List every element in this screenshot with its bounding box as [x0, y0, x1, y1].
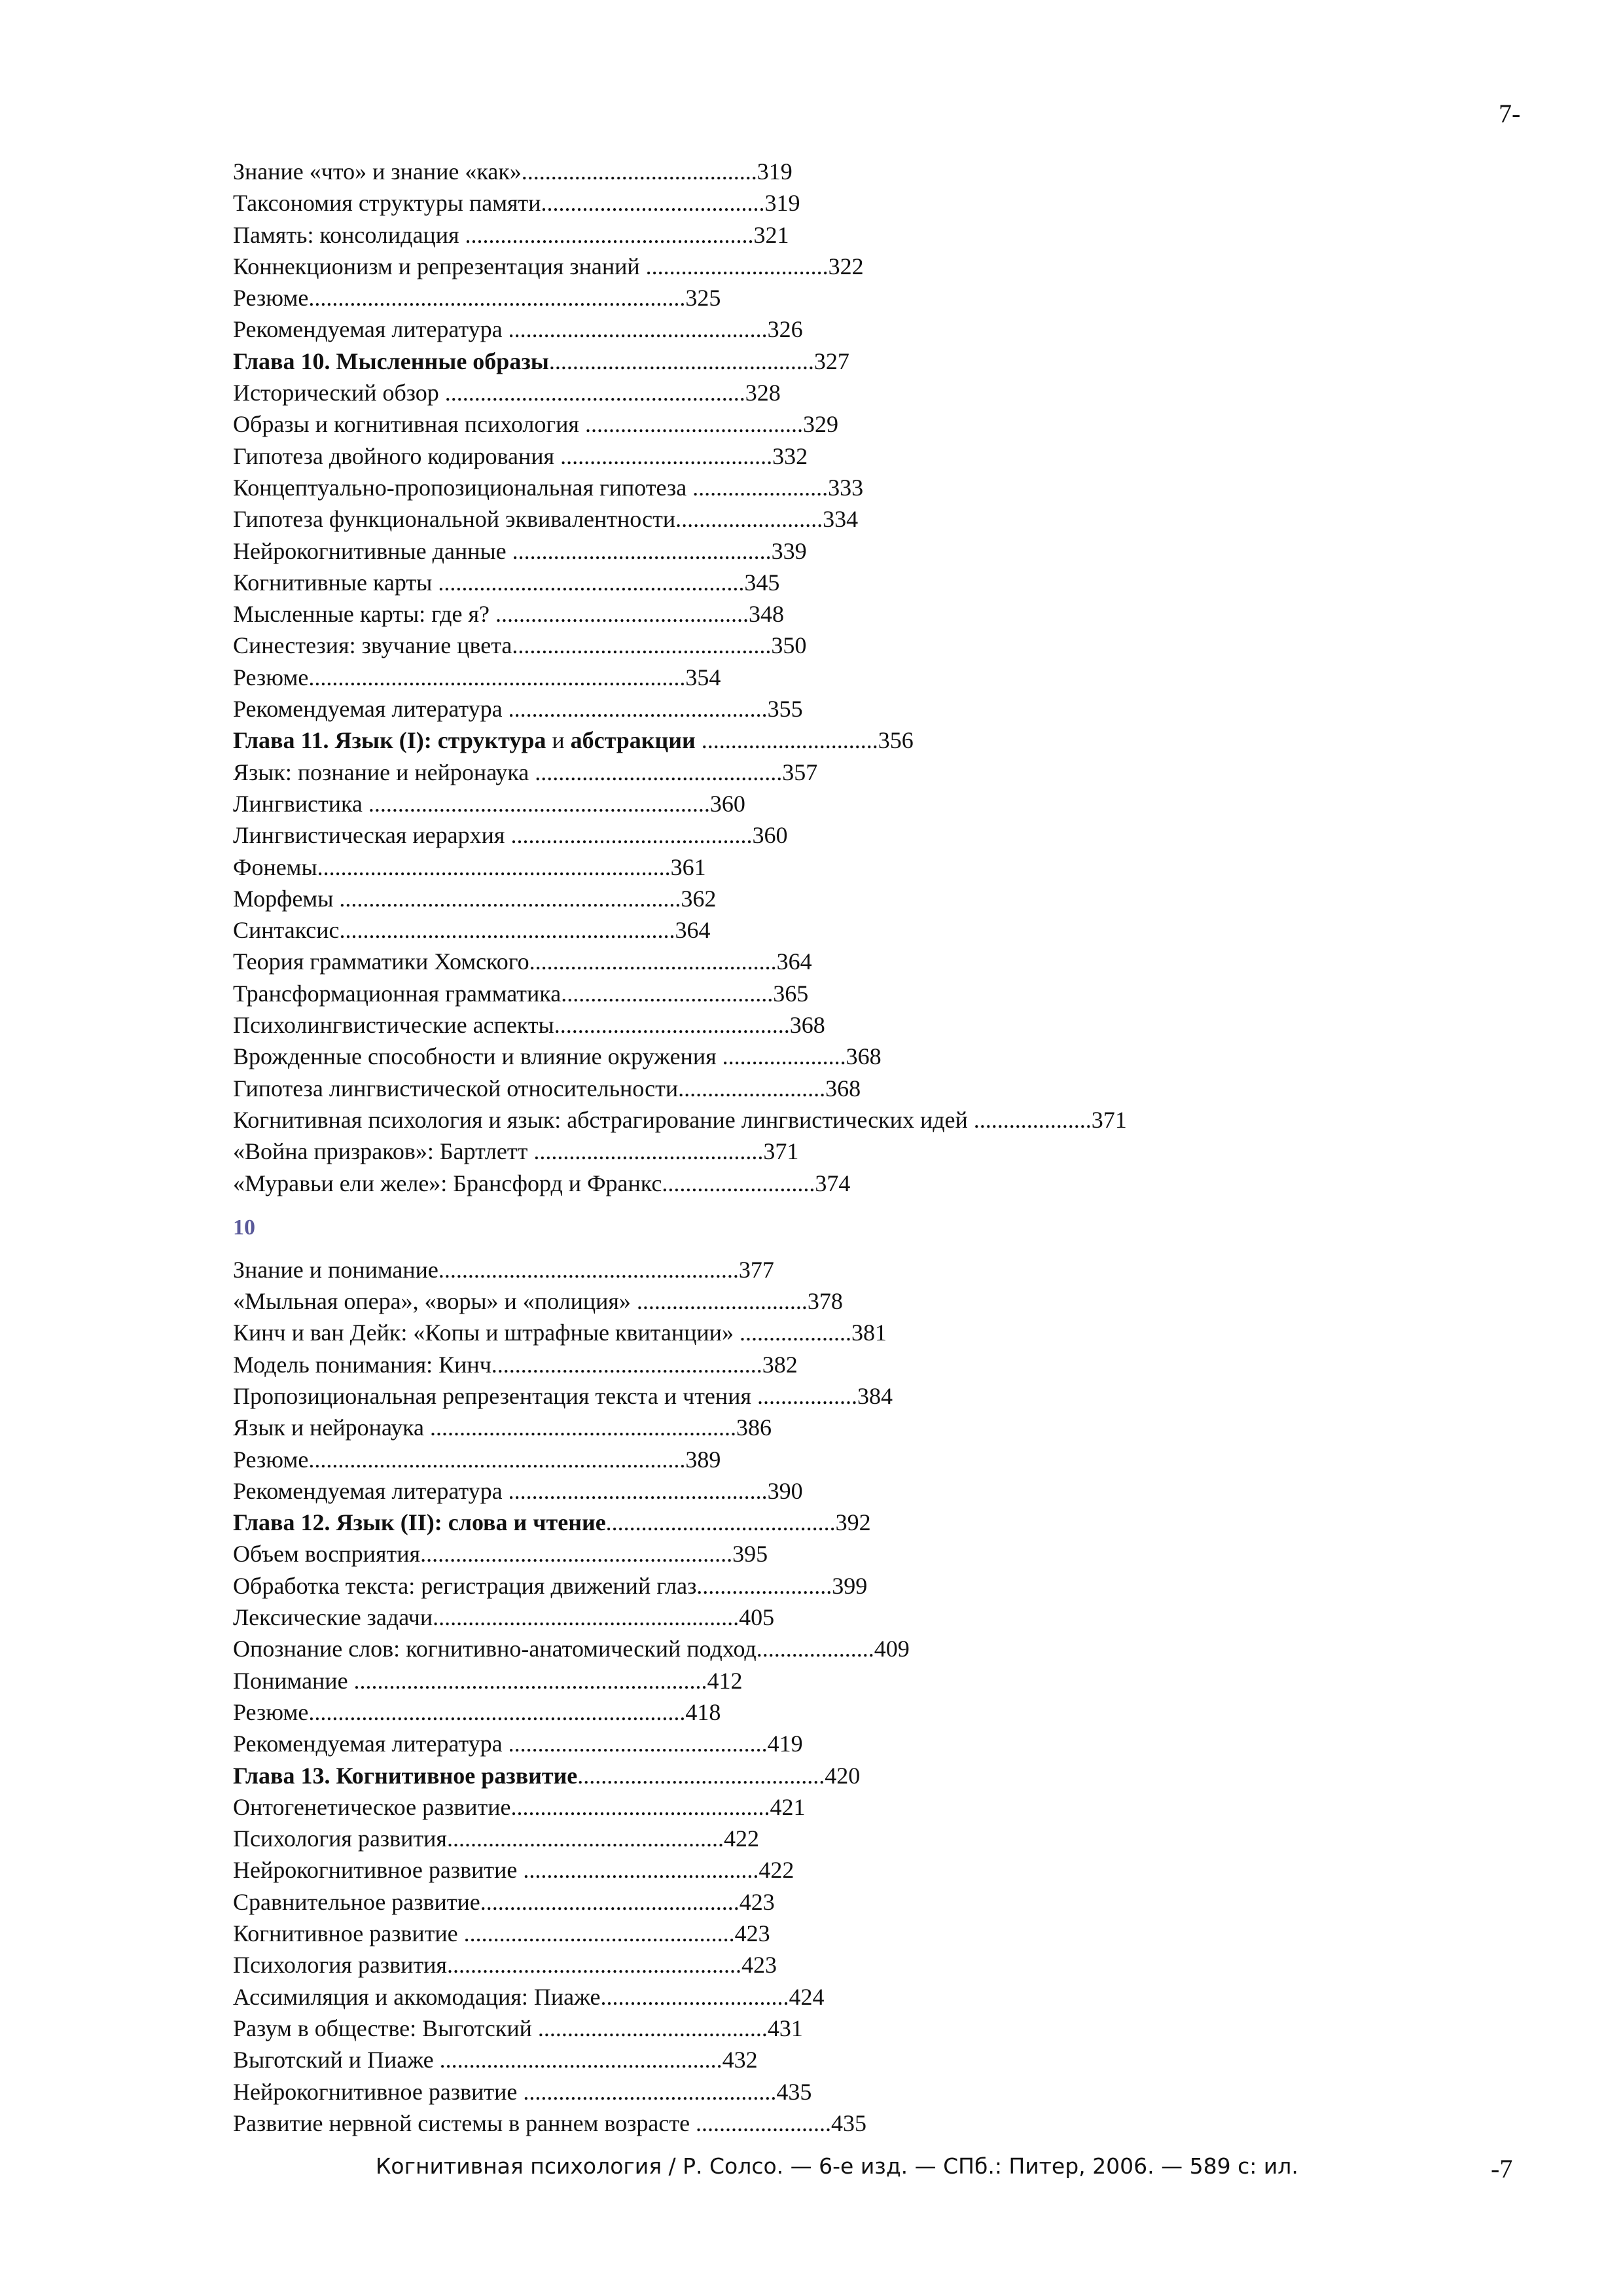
toc-entry-text: Ассимиляция и аккомодация: Пиаже................................424 — [233, 1983, 825, 2010]
toc-entry-text: Психолингвистические аспекты........................................368 — [233, 1012, 825, 1039]
toc-entry — [233, 978, 1346, 1009]
toc-entry — [233, 946, 1346, 977]
toc-entry — [233, 535, 1346, 567]
toc-entry — [233, 1317, 1346, 1348]
toc-entry — [233, 2013, 1346, 2044]
toc-entry-text: Синестезия: звучание цвета............................................350 — [233, 632, 807, 659]
toc-entry-text: Обработка текста: регистрация движений глаз.......................399 — [233, 1572, 868, 1599]
toc-entry-text: Понимание ............................................................412 — [233, 1667, 743, 1694]
toc-entry-text: Таксономия структуры памяти......................................319 — [233, 190, 800, 217]
toc-entry — [233, 1949, 1346, 1981]
toc-entry-text: Резюме................................................................354 — [233, 664, 721, 691]
toc-entry — [233, 1538, 1346, 1570]
toc-entry — [233, 1791, 1346, 1823]
toc-entry-text: Лингвистическая иерархия .........................................360 — [233, 822, 788, 849]
toc-entry — [233, 1696, 1346, 1728]
toc-entry-text: Пропозициональная репрезентация текста и чтения .................384 — [233, 1382, 893, 1409]
toc-entry — [233, 219, 1346, 251]
toc-chapter-entry — [233, 346, 1346, 377]
toc-entry — [233, 1665, 1346, 1696]
toc-entry-text: Язык и нейронаука ....................................................386 — [233, 1414, 772, 1441]
toc-entry-text: Психология развития...............................................422 — [233, 1825, 759, 1852]
toc-entry — [233, 1254, 1346, 1285]
toc-entry — [233, 819, 1346, 851]
toc-entry — [233, 187, 1346, 219]
toc-entry-text: Гипотеза двойного кодирования ....................................332 — [233, 442, 808, 469]
toc-entry — [233, 1285, 1346, 1317]
toc-entry-text: Морфемы ..........................................................362 — [233, 885, 717, 912]
toc-entry — [233, 1168, 1346, 1199]
toc-entry — [233, 282, 1346, 314]
toc-chapter-entry — [233, 1507, 1346, 1538]
toc-entry — [233, 788, 1346, 819]
toc-entry — [233, 472, 1346, 503]
toc-entry-text: ..........................................420 — [577, 1762, 861, 1789]
toc-chapter-title-part: абстракции — [570, 727, 696, 754]
toc-entry — [233, 251, 1346, 282]
toc-entry-text: Выготский и Пиаже ................................................432 — [233, 2047, 758, 2073]
toc-entry-text: Онтогенетическое развитие............................................421 — [233, 1793, 806, 1820]
toc-entry — [233, 883, 1346, 914]
toc-chapter-title: Глава 10. Мысленные образы — [233, 348, 549, 374]
toc-entry-text: Рекомендуемая литература ............................................390 — [233, 1477, 803, 1504]
toc-entry-text: Когнитивное развитие ..............................................423 — [233, 1920, 770, 1947]
toc-entry — [233, 693, 1346, 725]
toc-entry-text: Гипотеза лингвистической относительности.........................368 — [233, 1075, 861, 1102]
toc-part-1 — [233, 156, 1346, 1199]
toc-entry-text: Когнитивные карты ....................................................345 — [233, 569, 780, 596]
toc-entry — [233, 1570, 1346, 1602]
toc-entry — [233, 314, 1346, 345]
toc-entry-text: Психология развития..................................................423 — [233, 1952, 777, 1979]
toc-entry — [233, 1475, 1346, 1507]
toc-entry-text: Трансформационная грамматика....................................365 — [233, 980, 809, 1007]
toc-entry — [233, 503, 1346, 535]
toc-entry — [233, 598, 1346, 630]
footer-citation: Когнитивная психология / Р. Солсо. — 6-е изд. — СПб.: Питер, 2006. — 589 с: ил. — [376, 2153, 1298, 2179]
toc-chapter-title: Глава 11. Язык (I): структура — [233, 727, 546, 754]
toc-chapter-entry — [233, 1760, 1346, 1791]
toc-entry-text: Лингвистика ..........................................................360 — [233, 790, 745, 817]
toc-entry-text: Рекомендуемая литература ............................................326 — [233, 316, 803, 343]
toc-entry — [233, 1041, 1346, 1072]
toc-entry-text: Резюме................................................................325 — [233, 285, 721, 312]
toc-entry-text: Язык: познание и нейронаука ..........................................357 — [233, 759, 818, 785]
toc-entry — [233, 852, 1346, 883]
toc-entry — [233, 2076, 1346, 2108]
toc-part-2 — [233, 1254, 1346, 2139]
toc-entry-text: Знание «что» и знание «как»........................................319 — [233, 158, 793, 185]
toc-entry — [233, 377, 1346, 408]
table-of-contents — [233, 156, 1346, 2139]
toc-entry — [233, 1412, 1346, 1443]
toc-entry-text: Врожденные способности и влияние окружения .....................368 — [233, 1043, 882, 1070]
toc-chapter-conjunction: и — [546, 727, 571, 754]
toc-entry — [233, 567, 1346, 598]
toc-entry — [233, 1981, 1346, 2013]
section-marker: 10 — [233, 1215, 255, 1240]
toc-entry — [233, 2044, 1346, 2075]
toc-entry-text: Исторический обзор ...................................................328 — [233, 380, 781, 406]
toc-entry — [233, 156, 1346, 187]
toc-entry-text: Резюме................................................................389 — [233, 1446, 721, 1473]
toc-entry — [233, 662, 1346, 693]
toc-entry — [233, 2108, 1346, 2139]
toc-entry — [233, 914, 1346, 946]
toc-entry — [233, 1136, 1346, 1167]
toc-entry-text: Рекомендуемая литература ............................................419 — [233, 1731, 803, 1757]
toc-entry — [233, 1886, 1346, 1918]
toc-entry-text: .......................................392 — [605, 1509, 871, 1536]
toc-entry — [233, 757, 1346, 788]
toc-entry-text: Разум в обществе: Выготский .......................................431 — [233, 2015, 803, 2041]
toc-entry — [233, 1349, 1346, 1380]
toc-entry — [233, 1444, 1346, 1475]
toc-entry — [233, 1602, 1346, 1633]
toc-entry-text: Нейрокогнитивное развитие ...........................................435 — [233, 2078, 812, 2105]
toc-entry-text: Лексические задачи....................................................405 — [233, 1604, 775, 1631]
toc-entry — [233, 440, 1346, 472]
page-number-top: 7- — [1499, 99, 1521, 128]
toc-entry-text: Рекомендуемая литература ............................................355 — [233, 696, 803, 723]
toc-entry — [233, 1633, 1346, 1664]
toc-entry-text: ..............................356 — [695, 727, 914, 754]
toc-entry-text: «Война призраков»: Бартлетт .......................................371 — [233, 1138, 799, 1165]
toc-entry-text: Сравнительное развитие............................................423 — [233, 1888, 775, 1915]
page-number-bottom: -7 — [1491, 2154, 1513, 2183]
toc-entry-text: Синтаксис.........................................................364 — [233, 917, 711, 944]
toc-entry-text: Нейрокогнитивные данные ............................................339 — [233, 537, 807, 564]
toc-entry-text: Когнитивная психология и язык: абстрагирование лингвистических идей ....................371 — [233, 1106, 1127, 1133]
toc-chapter-title: Глава 12. Язык (II): слова и чтение — [233, 1509, 606, 1536]
toc-entry-text: Знание и понимание...................................................377 — [233, 1256, 774, 1283]
toc-entry-text: Гипотеза функциональной эквивалентности.........................334 — [233, 506, 859, 533]
toc-entry — [233, 1073, 1346, 1104]
toc-entry-text: Кинч и ван Дейк: «Копы и штрафные квитанции» ...................381 — [233, 1319, 887, 1346]
toc-entry — [233, 630, 1346, 661]
toc-chapter-entry — [233, 725, 1346, 756]
toc-chapter-title: Глава 13. Когнитивное развитие — [233, 1762, 578, 1789]
toc-entry-text: .............................................327 — [548, 348, 849, 374]
toc-entry-text: Объем восприятия.....................................................395 — [233, 1541, 768, 1568]
toc-entry-text: «Мыльная опера», «воры» и «полиция» .............................378 — [233, 1288, 843, 1315]
toc-entry-text: «Муравьи ели желе»: Брансфорд и Франкс..........................374 — [233, 1170, 851, 1196]
toc-entry-text: Теория грамматики Хомского..........................................364 — [233, 948, 812, 975]
toc-entry — [233, 1380, 1346, 1412]
toc-entry-text: Память: консолидация .................................................321 — [233, 221, 789, 248]
toc-entry — [233, 1104, 1346, 1136]
toc-entry — [233, 1918, 1346, 1949]
toc-entry — [233, 1823, 1346, 1854]
toc-entry — [233, 1728, 1346, 1759]
toc-entry — [233, 1009, 1346, 1041]
toc-entry-text: Концептуально-пропозициональная гипотеза .......................333 — [233, 474, 864, 501]
toc-entry-text: Нейрокогнитивное развитие ........................................422 — [233, 1857, 794, 1884]
toc-entry-text: Резюме................................................................418 — [233, 1698, 721, 1725]
toc-entry — [233, 1854, 1346, 1886]
toc-entry-text: Модель понимания: Кинч..............................................382 — [233, 1351, 798, 1378]
toc-entry-text: Опознание слов: когнитивно-анатомический подход....................409 — [233, 1636, 910, 1662]
toc-entry-text: Коннекционизм и репрезентация знаний ...............................322 — [233, 253, 864, 279]
toc-entry-text: Образы и когнитивная психология .....................................329 — [233, 411, 838, 438]
toc-entry — [233, 408, 1346, 440]
toc-entry-text: Мысленные карты: где я? ...........................................348 — [233, 601, 784, 628]
toc-entry-text: Развитие нервной системы в раннем возрасте .......................435 — [233, 2109, 867, 2136]
toc-entry-text: Фонемы............................................................361 — [233, 853, 706, 880]
